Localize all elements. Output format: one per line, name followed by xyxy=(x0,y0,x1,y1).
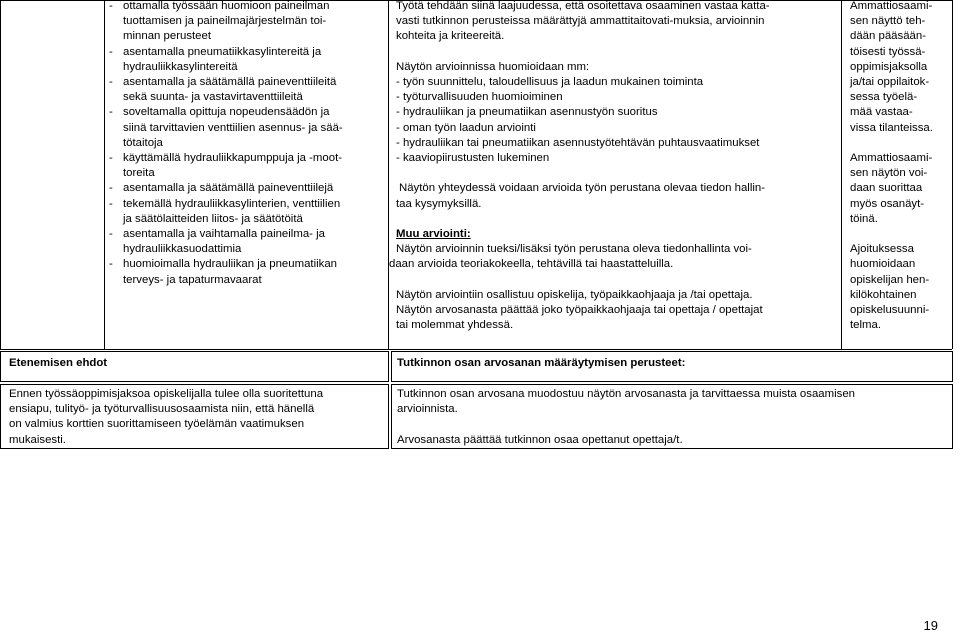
timing-paragraph-3: Ajoituksessa huomioidaan opiskelijan hen- kilökohtainen opiskelusuunni- telma. xyxy=(850,243,930,332)
participants-paragraph: Näytön arviointiin osallistuu opiskelija, työpaikkaohjaaja ja /tai opettaja. Näytön arvosanasta päättää joko työpaikkaohjaaja tai opettaja / opettajat tai molemmat yhdessä. xyxy=(396,288,763,332)
rule-col3-left xyxy=(841,0,842,349)
progress-text: Ennen työssäoppimisjaksoa opiskelijalla tulee olla suoritettuna ensiapu, tulityö- ja työturvallisuusosaamista niin, että hänellä on valmius korttien suorittamiseen työelämän vaatimuksen mukaisesti. xyxy=(9,388,324,446)
list-item: - hydrauliikan tai pneumatiikan asennustyötehtävän puhtausvaatimukset xyxy=(396,136,760,149)
list-item: - tekemällä hydrauliikkasylinterien, venttiilien ja säätölaitteiden liitos- ja säätötöitä xyxy=(109,197,341,225)
timing-paragraph-1: Ammattiosaami- sen näyttö teh- dään pääsään- töisesti työssä- oppimisjaksolla ja/tai oppilaitok- sessa työelä- mää vastaa- vissa tilanteissa. xyxy=(850,0,933,134)
list-item: - asentamalla ja säätämällä paineventtiilejä xyxy=(109,182,334,195)
rule-row2-top xyxy=(0,349,952,350)
rule-right-top xyxy=(952,0,953,349)
page-number: 19 xyxy=(923,618,938,633)
grading-text: Tutkinnon osan arvosana muodostuu näytön arvosanasta ja tarvittaessa muista osaamisen arvioinnista. Arvosanasta päättää tutkinnon osaa opettanut opettaja/t. xyxy=(397,387,855,448)
list-item: - oman työn laadun arviointi xyxy=(396,121,536,134)
assessment-intro: Näytön arvioinnissa huomioidaan mm: xyxy=(396,60,590,73)
rule-col1-left xyxy=(104,0,105,349)
assessment-list xyxy=(396,75,770,166)
combined-assessment: Näytön yhteydessä voidaan arvioida työn perustana olevaa tiedon hallin- taa kysymyksillä. xyxy=(396,182,766,210)
rule-col2-left xyxy=(388,0,389,349)
other-assessment-text: Näytön arvioinnin tueksi/lisäksi työn perustana oleva tiedonhallinta voi- daan arvioida teoriakokeella, tehtävillä tai haastatteluilla. xyxy=(389,243,752,271)
list-item: - asentamalla ja vaihtamalla paineilma- ja hydrauliikkasuodattimia xyxy=(109,228,325,256)
intro-paragraph: Työtä tehdään siinä laajuudessa, että osoitettava osaaminen vastaa katta- vasti tutkinnon perusteissa määrättyjä ammattitaitovati-muksia, arvioinnin kohteita ja kriteereitä. xyxy=(396,0,770,43)
list-item: - ottamalla työssään huomioon paineilman tuottamisen ja paineilmajärjestelmän toi- minnan perusteet xyxy=(109,0,330,43)
list-item: - työturvallisuuden huomioiminen xyxy=(396,91,563,104)
grading-heading: Tutkinnon osan arvosanan määräytymisen perusteet: xyxy=(397,357,686,369)
timing-paragraph-2: Ammattiosaami- sen näytön voi- daan suorittaa myös osanäyt- töinä. xyxy=(850,152,933,225)
list-item: - asentamalla pneumatiikkasylintereitä ja hydrauliikkasylintereitä xyxy=(109,45,322,73)
list-item: - työn suunnittelu, taloudellisuus ja laadun mukainen toiminta xyxy=(396,76,704,88)
list-item: - hydrauliikan ja pneumatiikan asennustyön suoritus xyxy=(396,106,658,119)
list-item: - soveltamalla opittuja nopeudensäädön ja siinä tarvittavien venttiilien asennus- ja sää- tötaitoja xyxy=(109,106,343,149)
grading-decision: Arvosanasta päättää tutkinnon osaa opettanut opettaja/t. xyxy=(397,433,683,446)
assessment-text xyxy=(389,0,770,333)
list-item: - asentamalla ja säätämällä paineventtiileitä sekä suunta- ja vastavirtaventtiileitä xyxy=(109,76,337,104)
list-item: - kaaviopiirustusten lukeminen xyxy=(396,152,550,165)
rule-left-top xyxy=(0,0,1,349)
other-assessment-heading: Muu arviointi: xyxy=(396,228,471,240)
list-item: - käyttämällä hydrauliikkapumppuja ja -moot- toreita xyxy=(109,152,343,180)
list-item: - huomioimalla hydrauliikan ja pneumatiikan terveys- ja tapaturmavaarat xyxy=(109,258,338,286)
timing-notes xyxy=(850,0,933,333)
progress-heading: Etenemisen ehdot xyxy=(9,357,108,369)
competence-list xyxy=(109,0,343,288)
